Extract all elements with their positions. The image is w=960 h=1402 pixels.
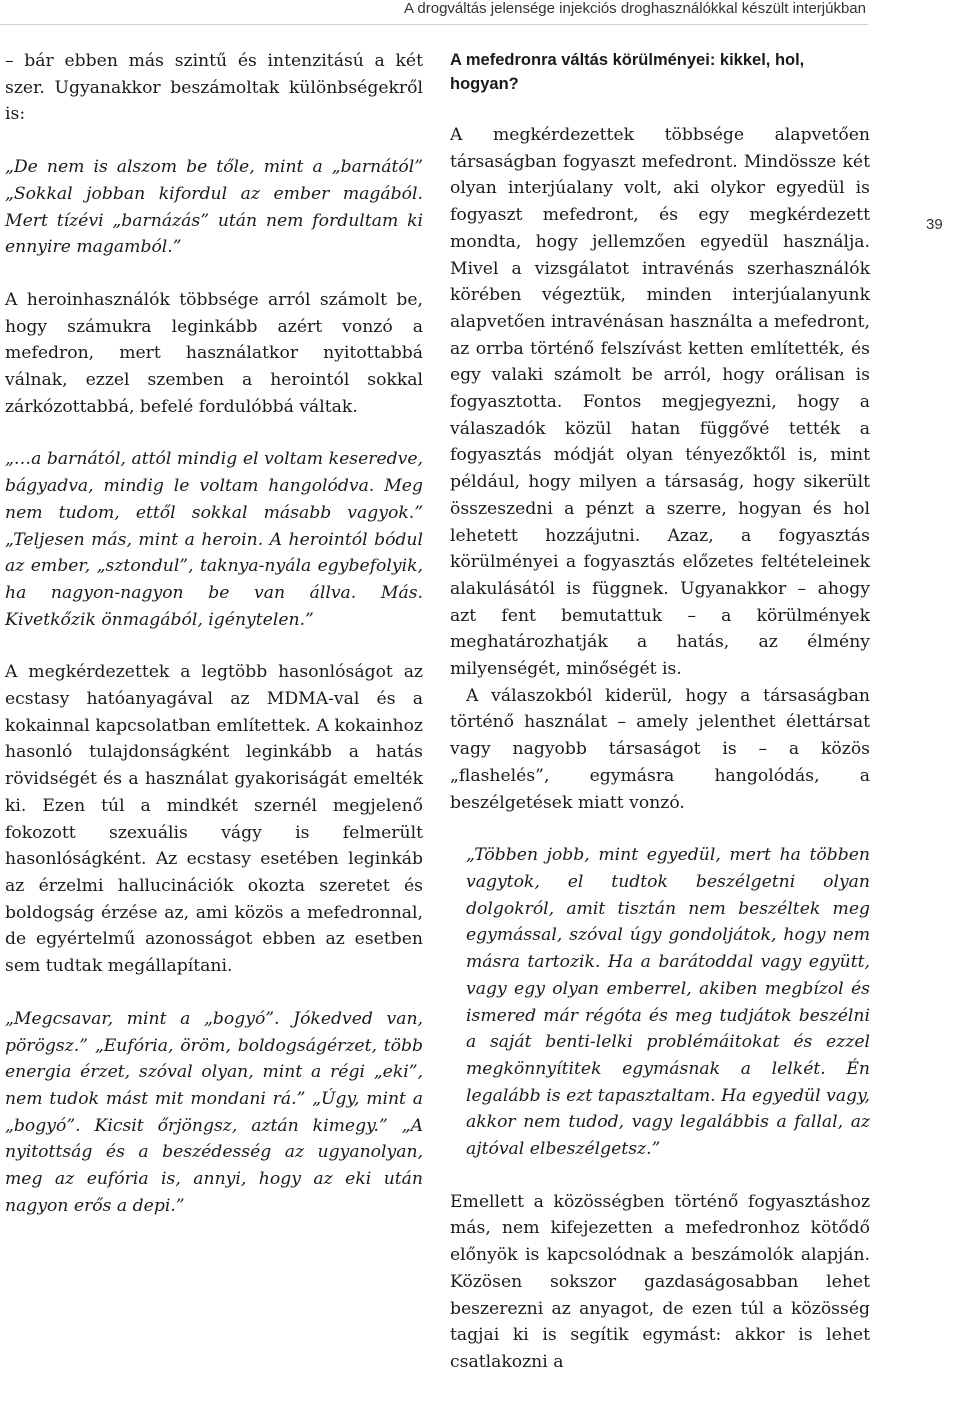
- right-paragraph-3: Emellett a közösségben történő fogyasztáshoz más, nem kifejezetten a mefedronhoz kötődő előnyök is kapcsolódnak a beszámolók alapján. Közösen sokszor gazdaságosabban lehet beszerezni az anyagot, de ezen túl a közösség tagjai ki is segítik egymást: akkor is lehet csatlakozni a: [450, 1191, 870, 1372]
- right-column: [450, 48, 870, 1402]
- section-heading: A mefedronra váltás körülményei: kikkel, hol, hogyan?: [450, 51, 805, 93]
- right-quote-1: „Többen jobb, mint egyedül, mert ha többen vagytok, el tudtok beszélgetni olyan dolgokról, amit tisztán nem beszéltek meg egymással, szóval úgy gondoljátok, hogy nem másra tartozik. Ha a barátoddal vagy együtt, vagy egy olyan emberrel, akiben megbízol és ismered már régóta és meg tudjátok beszélni a saját benti-lelki problémáitokat és ezzel megkönnyítitek egymásnak a lelkét. Én legalább is ezt tapasztaltam. Ha egyedül vagy, akkor nem tudod, vagy legalábbis a fallal, az ajtóval elbeszélgetsz.”: [466, 845, 870, 1160]
- header-rule: [0, 24, 868, 25]
- left-quote-1: „De nem is alszom be tőle, mint a „barnától” „Sokkal jobban kifordul az ember magából. Mert tízévi „barnázás” után nem fordultam ki ennyire magamból.”: [5, 157, 423, 258]
- right-paragraph-1: A megkérdezettek többsége alapvetően társaságban fogyaszt mefedront. Mindössze két olyan interjúalany volt, aki olykor egyedül is fogyaszt mefedront, és egy megkérdezett mondta, hogy jellemzően egyedül használja. Mivel a vizsgálatot intravénás szerhasználók körében végeztük, minden interjúalanyunk alapvetően intravénásan használta a mefedront, az orrba történő felszívást ketten említették, és egy valaki számolt be arról, hogy orálisan is fogyasztotta. Fontos megjegyezni, hogy a válaszadók közül hatan függővé tették a fogyasztás módját olyan tényezőktől is, mint például, hogy milyen a társaság, hogy sikerült összeszedni a pénzt a szerre, hogyan és hol lehetett hozzájutni. Azaz, a fogyasztás körülményei a fogyasztás előzetes feltételeinek alakulásától is függnek. Ugyanakkor – ahogy azt fent bemutattuk – a körülmények meghatározhatják a hatás, az élmény milyenségét, minőségét is.: [450, 125, 870, 680]
- left-paragraph-2: A heroinhasználók többsége arról számolt be, hogy számukra leginkább azért vonzó a mefedron, mert használatkor nyitottabbá válnak, ezzel szemben a herointól sokkal zárkózottabbá, befelé fordulóbbá váltak.: [5, 289, 423, 417]
- left-quote-2: „…a barnától, attól mindig el voltam keseredve, bágyadva, mindig le voltam hangolódva. Meg nem tudom, ettől sokkal másabb vagyok.” „Teljesen más, mint a heroin. A herointól bódul az ember, „sztondul”, taknya-nyála egybefolyik, ha nagyon-nagyon be van állva. Más. Kivetkőzik önmagából, igénytelen.”: [5, 449, 423, 630]
- right-paragraph-2: A válaszokból kiderül, hogy a társaságban történő használat – amely jelenthet élettársat vagy nagyobb társaságot is – a közös „flashelés”, egymásra hangolódás, a beszélgetések miatt vonzó.: [450, 685, 870, 813]
- left-paragraph-3: A megkérdezettek a legtöbb hasonlóságot az ecstasy hatóanyagával az MDMA-val és a kokainnal kapcsolatban említettek. A kokainhoz hasonló tulajdonságként leginkább a hatás rövidségét és a használat gyakoriságát emelték ki. Ezen túl a mindkét szernél megjelenő fokozott szexuális vágy is felmerült hasonlóságként. Az ecstasy esetében leginkáb az érzelmi hallucinációk okozta szeretet és boldogság érzése az, ami közös a mefedronnal, de egyértelmű azonosságot ebben az esetben sem tudtak megállapítani.: [5, 662, 423, 977]
- left-column: [5, 48, 423, 1245]
- running-header: A drogváltás jelensége injekciós droghasználókkal készült interjúkban: [404, 0, 866, 17]
- left-quote-3: „Megcsavar, mint a „bogyó”. Jókedved van, pörögsz.” „Eufória, öröm, boldogságérzet, több energia érzet, szóval olyan, mint a régi „eki”, nem tudok mást mit mondani rá.” „Úgy, mint a „bogyó”. Kicsit őrjöngsz, aztán kimegy.” „A nyitottság és a beszédesség az ugyanolyan, meg az eufória is, annyi, hogy az eki után nagyon erős a depi.”: [5, 1008, 423, 1216]
- page-number: 39: [926, 216, 943, 233]
- left-paragraph-1: – bár ebben más szintű és intenzitású a két szer. Ugyanakkor beszámoltak különbségekről is:: [5, 51, 423, 125]
